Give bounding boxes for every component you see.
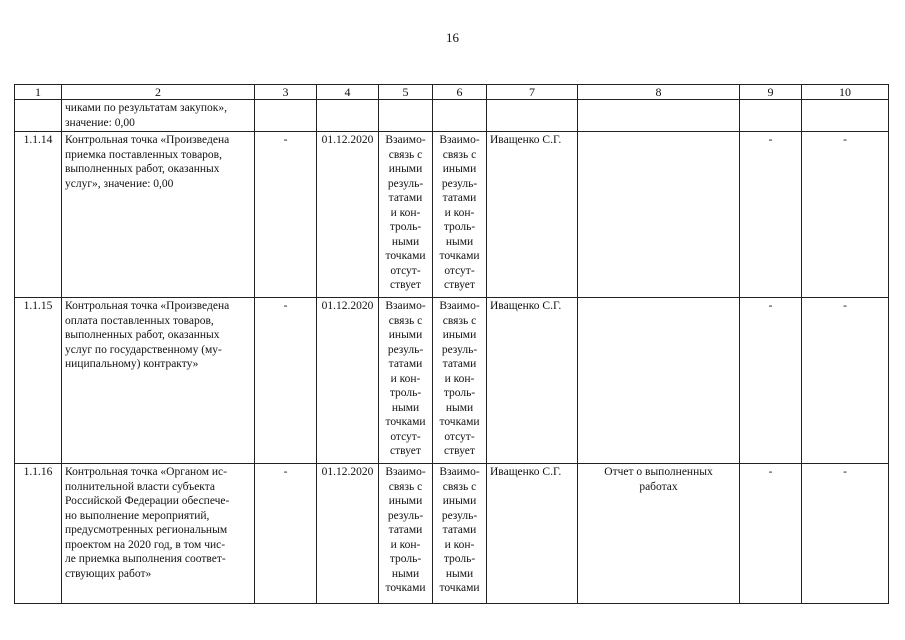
cell-line: Взаимо-: [439, 466, 480, 478]
cell-line: троль-: [443, 553, 476, 565]
cell-line: Контрольная точка «Органом ис-: [65, 466, 227, 478]
header-cell: 5: [379, 85, 433, 100]
cell-line: связь с: [388, 148, 423, 161]
header-cell: 7: [487, 85, 578, 100]
col3-value: -: [255, 464, 317, 604]
cell-line: точками: [385, 582, 426, 594]
cell-line: троль-: [443, 221, 476, 233]
cell-line: связь с: [442, 480, 477, 493]
cell-line: связь с: [388, 480, 423, 493]
control-point-name: [62, 298, 255, 464]
cell-line: точками: [439, 250, 480, 262]
cell-line: выполненных работ, оказанных: [65, 329, 220, 341]
cell-line: ными: [445, 401, 474, 414]
cell-line: и кон-: [444, 206, 475, 219]
date-cell: 01.12.2020: [317, 464, 379, 604]
cell-line: татами: [442, 524, 477, 536]
empty-cell: [433, 100, 487, 132]
cell-line: точками: [439, 416, 480, 428]
cell-line: связь с: [442, 148, 477, 161]
cell-line: татами: [442, 358, 477, 370]
row-id: 1.1.15: [15, 298, 62, 464]
cell-line: приемка поставленных товаров,: [65, 148, 222, 161]
cell-line: оплата поставленных товаров,: [65, 314, 214, 327]
cell-line: ствует: [444, 279, 475, 291]
header-cell: 8: [578, 85, 740, 100]
document-cell: [578, 298, 740, 464]
empty-cell: [802, 100, 889, 132]
empty-cell: [578, 100, 740, 132]
cell-line: точками: [385, 250, 426, 262]
cell-line: ствует: [390, 279, 421, 291]
cell-line: троль-: [389, 221, 422, 233]
cell-line: Взаимо-: [439, 134, 480, 146]
header-cell: 9: [740, 85, 802, 100]
cell-line: Российской Федерации обеспече-: [65, 495, 230, 507]
empty-cell: [379, 100, 433, 132]
col3-value: -: [255, 132, 317, 298]
cell-line: ниципальному) контракту»: [65, 358, 199, 370]
responsible-cell: Иващенко С.Г.: [487, 298, 578, 464]
cell-line: татами: [442, 192, 477, 204]
cell-line: но выполнение мероприятий,: [65, 509, 210, 522]
name-line: значение: 0,00: [65, 116, 135, 129]
relation-cell: [379, 132, 433, 298]
header-row: [15, 85, 889, 100]
cell-line: проектом на 2020 год, в том чис-: [65, 538, 226, 551]
document-cell: [578, 464, 740, 604]
cell-line: услуг», значение: 0,00: [65, 177, 174, 190]
relation-cell: [379, 464, 433, 604]
cell-line: связь с: [442, 314, 477, 327]
cell-line: и кон-: [444, 372, 475, 385]
header-cell: 4: [317, 85, 379, 100]
table-row: [15, 298, 889, 464]
cell-line: ными: [445, 235, 474, 248]
cell-line: иными: [442, 329, 477, 341]
control-point-name: [62, 464, 255, 604]
cell-line: и кон-: [390, 372, 421, 385]
header-cell: 3: [255, 85, 317, 100]
cell-line: Взаимо-: [385, 300, 426, 312]
header-cell: 2: [62, 85, 255, 100]
relation-cell: [433, 464, 487, 604]
cell-line: полнительной власти субъекта: [65, 480, 215, 493]
table-row: [15, 132, 889, 298]
id-cell: [15, 100, 62, 132]
col10-value: -: [802, 464, 889, 604]
col9-value: -: [740, 298, 802, 464]
header-cell: 1: [15, 85, 62, 100]
cell-line: и кон-: [444, 538, 475, 551]
cell-line: Взаимо-: [385, 134, 426, 146]
cell-line: троль-: [389, 553, 422, 565]
cell-line: ствует: [390, 445, 421, 457]
header-cell: 6: [433, 85, 487, 100]
name-cell: [62, 100, 255, 132]
cell-line: троль-: [389, 387, 422, 399]
col3-value: -: [255, 298, 317, 464]
document-cell: [578, 132, 740, 298]
cell-line: ными: [391, 401, 420, 414]
cell-line: Отчет о выполненных: [604, 466, 713, 478]
cell-line: ствующих работ»: [65, 567, 152, 580]
cell-line: татами: [388, 358, 423, 370]
cell-line: и кон-: [390, 206, 421, 219]
cell-line: иными: [388, 163, 423, 175]
cell-line: резуль-: [387, 509, 424, 522]
cell-line: иными: [388, 495, 423, 507]
header-cell: 10: [802, 85, 889, 100]
cell-line: Взаимо-: [385, 466, 426, 478]
col10-value: -: [802, 132, 889, 298]
responsible-cell: Иващенко С.Г.: [487, 464, 578, 604]
continuation-row: [15, 100, 889, 132]
cell-line: резуль-: [441, 343, 478, 356]
cell-line: отсут-: [444, 430, 475, 443]
cell-line: татами: [388, 192, 423, 204]
relation-cell: [433, 132, 487, 298]
cell-line: точками: [385, 416, 426, 428]
cell-line: татами: [388, 524, 423, 536]
cell-line: Взаимо-: [439, 300, 480, 312]
table-row: [15, 464, 889, 604]
cell-line: резуль-: [387, 177, 424, 190]
empty-cell: [317, 100, 379, 132]
relation-cell: [379, 298, 433, 464]
control-point-name: [62, 132, 255, 298]
table-body: [15, 132, 889, 604]
page-number: 16: [446, 30, 459, 45]
cell-line: Контрольная точка «Произведена: [65, 134, 230, 146]
date-cell: 01.12.2020: [317, 132, 379, 298]
cell-line: резуль-: [387, 343, 424, 356]
cell-line: выполненных работ, оказанных: [65, 163, 220, 175]
cell-line: ствует: [444, 445, 475, 457]
col9-value: -: [740, 132, 802, 298]
cell-line: ными: [391, 567, 420, 580]
cell-line: связь с: [388, 314, 423, 327]
cell-line: отсут-: [390, 264, 421, 277]
empty-cell: [255, 100, 317, 132]
cell-line: ле приемка выполнения соответ-: [65, 553, 226, 565]
date-cell: 01.12.2020: [317, 298, 379, 464]
cell-line: троль-: [443, 387, 476, 399]
cell-line: Контрольная точка «Произведена: [65, 300, 230, 312]
empty-cell: [740, 100, 802, 132]
name-line: чиками по результатам закупок»,: [65, 102, 227, 114]
cell-line: резуль-: [441, 177, 478, 190]
cell-line: точками: [439, 582, 480, 594]
row-id: 1.1.14: [15, 132, 62, 298]
cell-line: ными: [445, 567, 474, 580]
cell-line: иными: [442, 495, 477, 507]
cell-line: предусмотренных региональным: [65, 524, 228, 536]
col10-value: -: [802, 298, 889, 464]
col9-value: -: [740, 464, 802, 604]
relation-cell: [433, 298, 487, 464]
cell-line: отсут-: [444, 264, 475, 277]
cell-line: иными: [442, 163, 477, 175]
responsible-cell: Иващенко С.Г.: [487, 132, 578, 298]
control-points-table: [14, 84, 889, 604]
cell-line: отсут-: [390, 430, 421, 443]
row-id: 1.1.16: [15, 464, 62, 604]
cell-line: ными: [391, 235, 420, 248]
cell-line: услуг по государственному (му-: [65, 343, 222, 356]
empty-cell: [487, 100, 578, 132]
cell-line: иными: [388, 329, 423, 341]
cell-line: работах: [639, 480, 678, 493]
cell-line: резуль-: [441, 509, 478, 522]
cell-line: и кон-: [390, 538, 421, 551]
